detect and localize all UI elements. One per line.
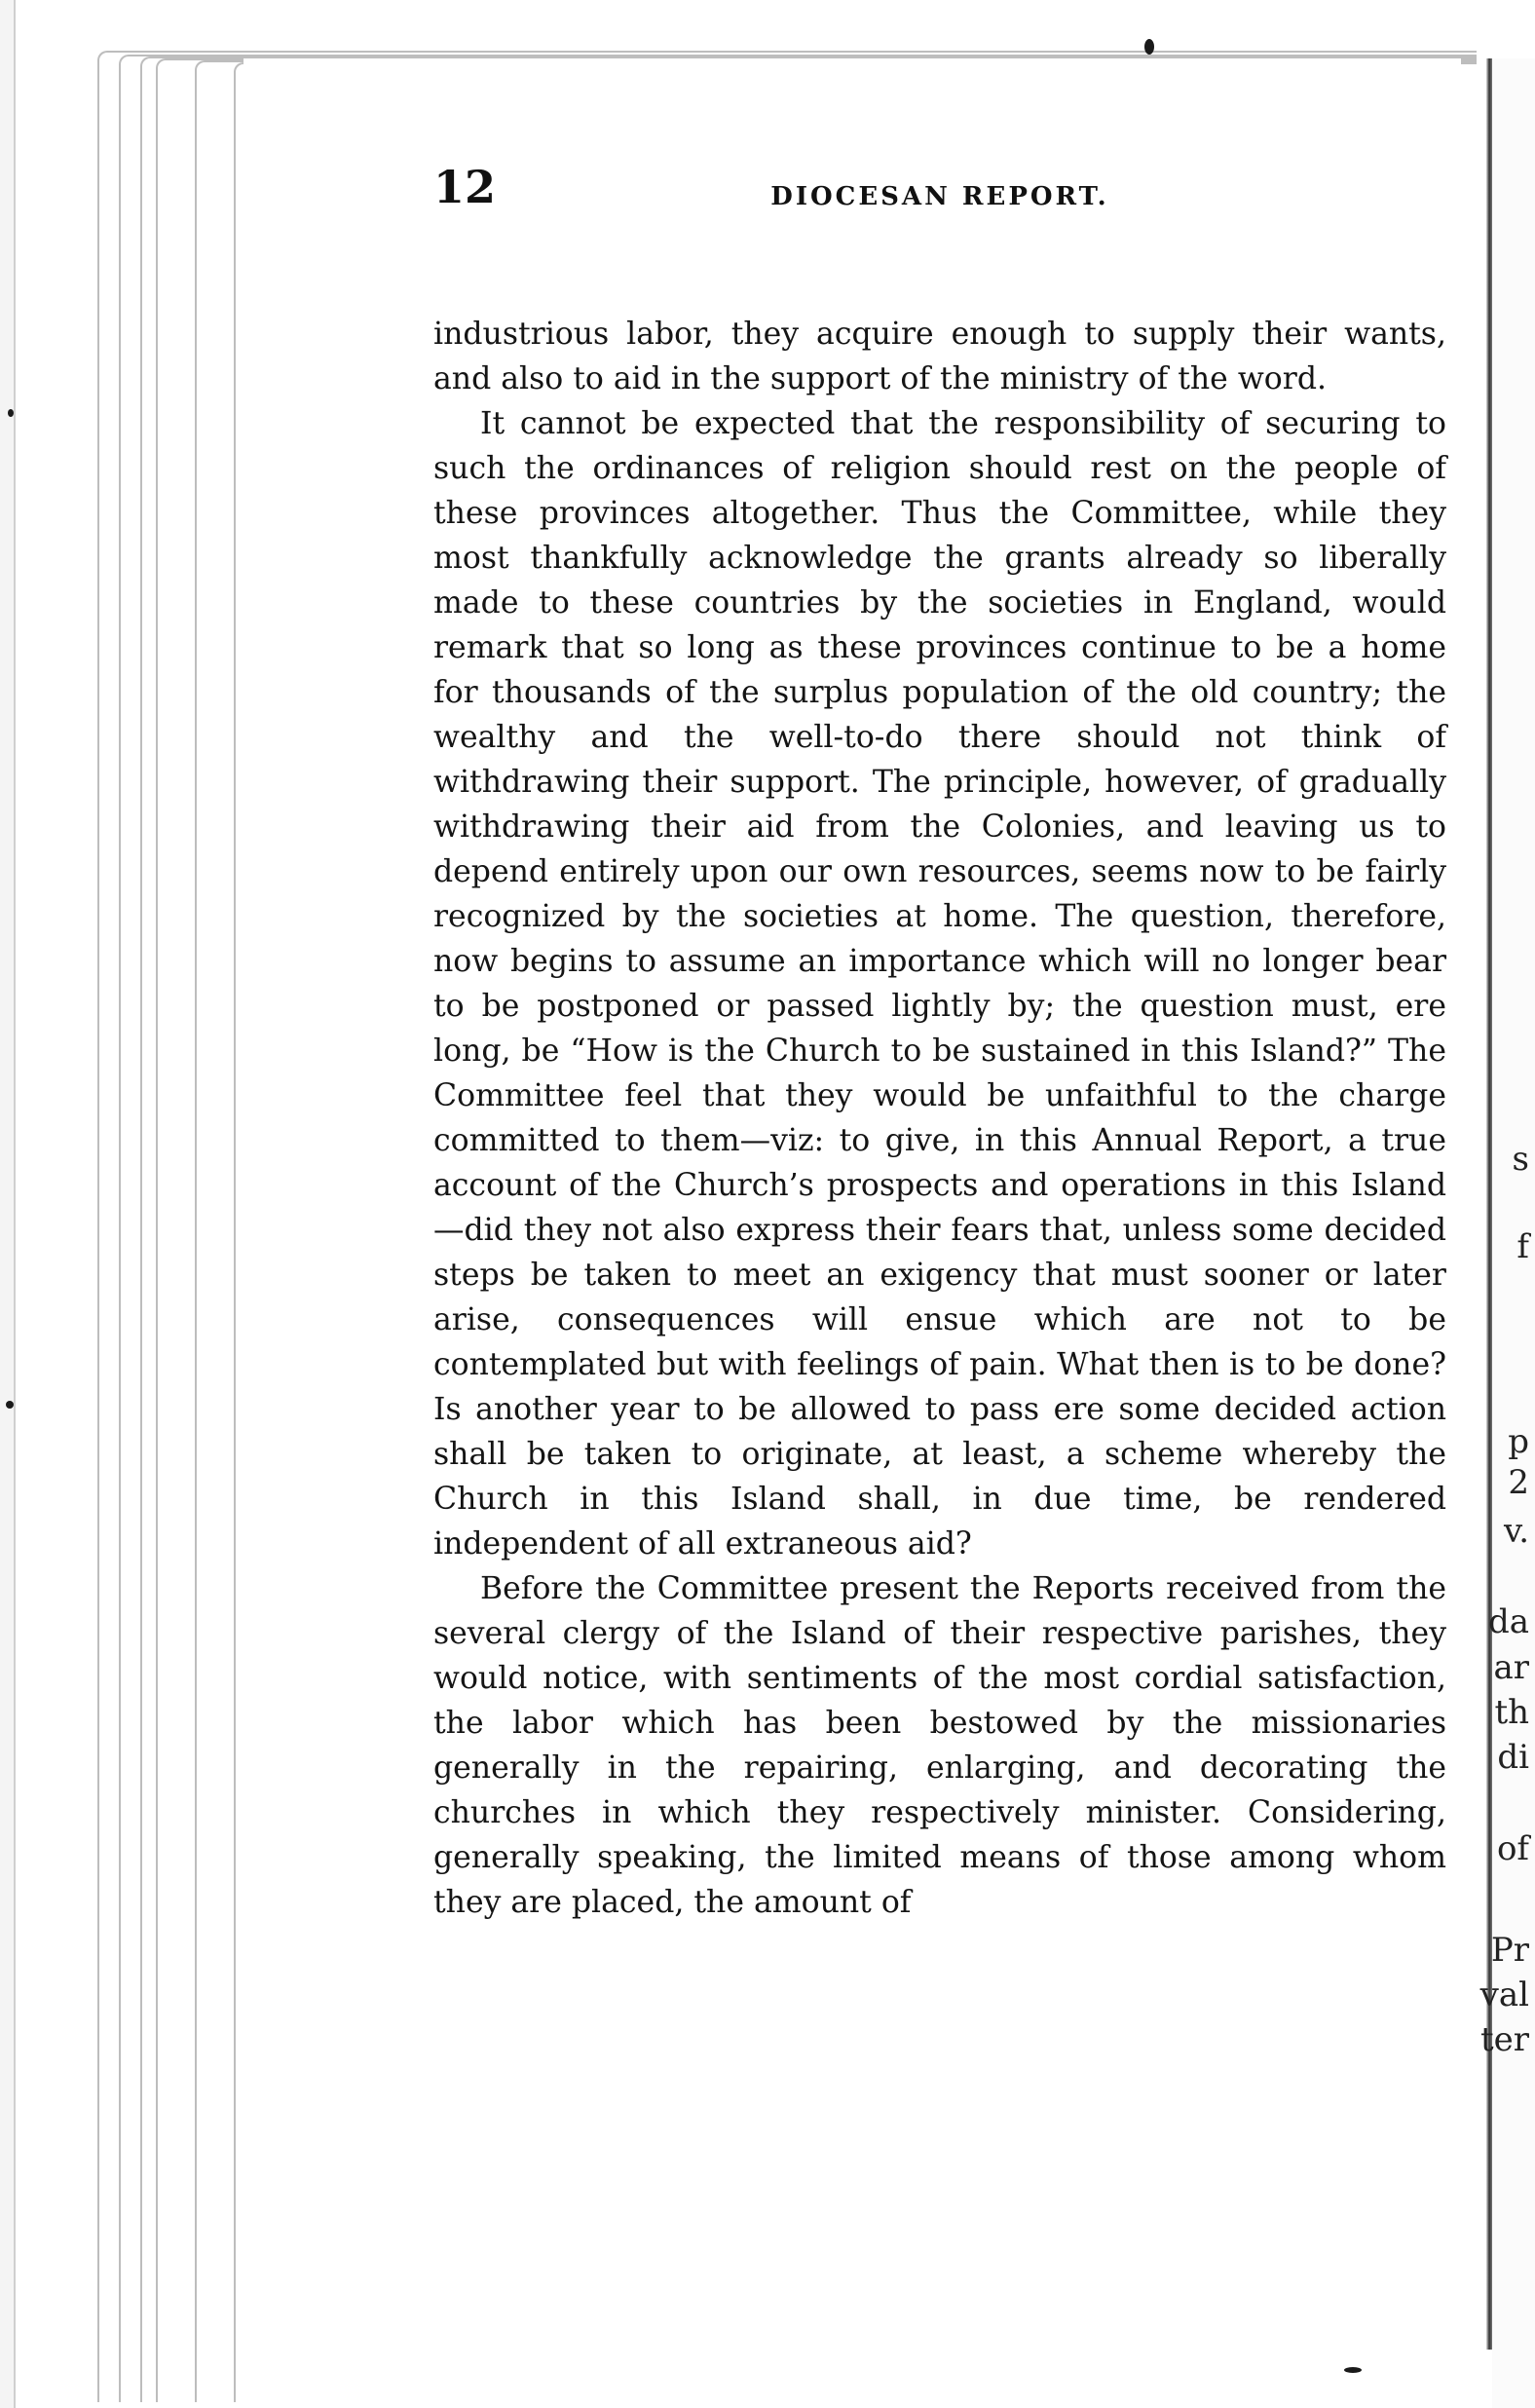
running-title: DIOCESAN REPORT. bbox=[770, 182, 1109, 211]
ink-speck bbox=[1144, 39, 1154, 55]
facing-page-fragment: Pr bbox=[1490, 1931, 1529, 1970]
facing-page-fragment: v. bbox=[1504, 1512, 1529, 1551]
facing-page-fragment: ter bbox=[1479, 2020, 1529, 2059]
ink-speck bbox=[6, 1401, 14, 1409]
facing-page-fragment: p bbox=[1508, 1422, 1529, 1461]
ink-speck bbox=[8, 409, 14, 417]
facing-page-fragment: th bbox=[1494, 1693, 1529, 1732]
paragraph-continued: industrious labor, they acquire enough to supply their wants, and also to aid in the support of the ministry of the word. bbox=[433, 317, 1446, 396]
body-text bbox=[433, 312, 1446, 1925]
facing-page-fragment: s bbox=[1512, 1140, 1529, 1179]
ink-speck bbox=[1344, 2367, 1362, 2373]
facing-page-fragment: ar bbox=[1493, 1648, 1529, 1687]
scan-margin-strip bbox=[0, 0, 16, 2408]
facing-page-fragment: of bbox=[1496, 1829, 1529, 1868]
facing-page-fragment: val bbox=[1479, 1975, 1529, 2014]
facing-page-fragment: f bbox=[1516, 1227, 1529, 1266]
paragraph: Before the Committee present the Reports received from the several clergy of the Island of their respective parishes, they would notice, with sentiments of the most cordial satisfaction, the labor which has been bestowed by the missionaries generally in the repairing, enlarging, and decorating the churches in which they respectively minister. Considering, generally speaking, the limited means of those among whom they are placed, the amount of bbox=[433, 1571, 1446, 1920]
facing-page-fragment: da bbox=[1487, 1602, 1529, 1641]
facing-page-fragment: di bbox=[1497, 1738, 1529, 1777]
facing-page bbox=[1479, 58, 1535, 2408]
paragraph: It cannot be expected that the responsibility of securing to such the ordinances of religion should rest on the people of these provinces altogether. Thus the Committee, while they most thankfully acknowledge the grants already so liberally made to these countries by the societies in England, would remark that so long as these provinces continue to be a home for thousands of the surplus population of the old country; the wealthy and the well-to-do there should not think of withdrawing their support. The principle, however, of gradually withdrawing their aid from the Colonies, and leaving us to depend entirely upon our own resources, seems now to be fairly recognized by the societies at home. The question, therefore, now begins to assume an importance which will no longer bear to be postponed or passed lightly by; the question must, ere long, be “How is the Church to be sustained in this Island?” The Committee feel that they would be unfaithful to the charge committed to them—viz: to give, in this Annual Report, a true account of the Church’s prospects and operations in this Island—did they not also express their fears that, unless some decided steps be taken to meet an exigency that must sooner or later arise, consequences will ensue which are not to be contemplated but with feelings of pain. What then is to be done? Is another year to be allowed to pass ere some decided action shall be taken to originate, at least, a scheme whereby the Church in this Island shall, in due time, be rendered independent of all extraneous aid? bbox=[433, 406, 1446, 1561]
running-head bbox=[433, 161, 1446, 219]
page-number: 12 bbox=[433, 161, 497, 213]
facing-page-fragment: 2 bbox=[1508, 1463, 1529, 1502]
